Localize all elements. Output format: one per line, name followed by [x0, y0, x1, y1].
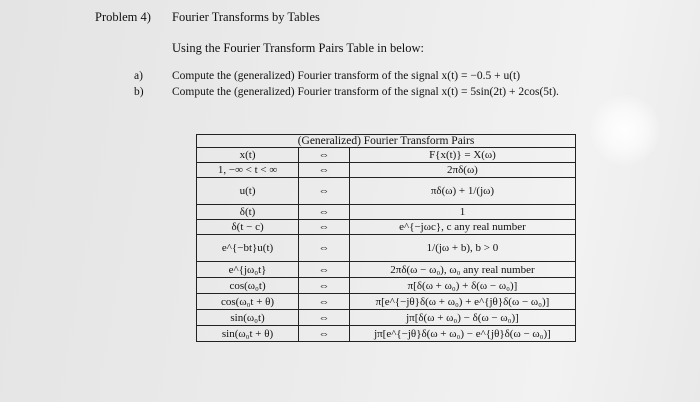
header-left: x(t) — [197, 148, 299, 163]
question-a-label: a) — [134, 70, 143, 82]
header-arrow: ⇔ — [299, 148, 350, 163]
equivalence-arrow: ⇔ — [299, 220, 350, 235]
question-b-label: b) — [134, 86, 144, 98]
problem-title: Fourier Transforms by Tables — [172, 10, 320, 24]
signal-cell: sin(ω₀t) — [197, 310, 299, 326]
transform-cell: πδ(ω) + 1/(jω) — [349, 178, 575, 205]
table-header-row — [197, 148, 576, 163]
equivalence-arrow: ⇔ — [299, 326, 350, 342]
equivalence-arrow: ⇔ — [299, 278, 350, 294]
transform-cell: π[δ(ω + ω₀) + δ(ω − ω₀)] — [349, 278, 575, 294]
table-row — [197, 310, 576, 326]
signal-cell: e^{jω₀t} — [197, 262, 299, 278]
problem-label: Problem 4) — [95, 10, 151, 24]
light-glare — [590, 95, 660, 165]
signal-cell: δ(t − c) — [197, 220, 299, 235]
transform-cell: jπ[e^{−jθ}δ(ω + ω₀) − e^{jθ}δ(ω − ω₀)] — [349, 326, 575, 342]
equivalence-arrow: ⇔ — [299, 262, 350, 278]
signal-cell: δ(t) — [197, 205, 299, 220]
table-row — [197, 235, 576, 262]
header-right: F{x(t)} = X(ω) — [349, 148, 575, 163]
equivalence-arrow: ⇔ — [299, 235, 350, 262]
equivalence-arrow: ⇔ — [299, 294, 350, 310]
transform-cell: e^{−jωc}, c any real number — [349, 220, 575, 235]
signal-cell: u(t) — [197, 178, 299, 205]
intro-text: Using the Fourier Transform Pairs Table in below: — [172, 41, 425, 55]
transform-cell: π[e^{−jθ}δ(ω + ω₀) + e^{jθ}δ(ω − ω₀)] — [349, 294, 575, 310]
equivalence-arrow: ⇔ — [299, 205, 350, 220]
question-b-text: Compute the (generalized) Fourier transform of the signal x(t) = 5sin(2t) + 2cos(5t). — [172, 86, 559, 98]
signal-cell: sin(ω₀t + θ) — [197, 326, 299, 342]
table-row — [197, 178, 576, 205]
equivalence-arrow: ⇔ — [299, 310, 350, 326]
transform-cell: 1/(jω + b), b > 0 — [349, 235, 575, 262]
table-row — [197, 262, 576, 278]
table-row — [197, 326, 576, 342]
table-row — [197, 205, 576, 220]
transform-cell: 2πδ(ω − ω₀), ω₀ any real number — [349, 262, 575, 278]
equivalence-arrow: ⇔ — [299, 178, 350, 205]
transform-cell: jπ[δ(ω + ω₀) − δ(ω − ω₀)] — [349, 310, 575, 326]
table-row — [197, 294, 576, 310]
signal-cell: cos(ω₀t) — [197, 278, 299, 294]
signal-cell: cos(ω₀t + θ) — [197, 294, 299, 310]
table-caption: (Generalized) Fourier Transform Pairs — [197, 135, 576, 148]
question-a-text: Compute the (generalized) Fourier transform of the signal x(t) = −0.5 + u(t) — [172, 70, 521, 82]
table-row — [197, 163, 576, 178]
signal-cell: 1, −∞ < t < ∞ — [197, 163, 299, 178]
table-row — [197, 278, 576, 294]
transform-cell: 1 — [349, 205, 575, 220]
transform-cell: 2πδ(ω) — [349, 163, 575, 178]
fourier-pairs-table — [196, 134, 576, 342]
equivalence-arrow: ⇔ — [299, 163, 350, 178]
signal-cell: e^{−bt}u(t) — [197, 235, 299, 262]
table-row — [197, 220, 576, 235]
